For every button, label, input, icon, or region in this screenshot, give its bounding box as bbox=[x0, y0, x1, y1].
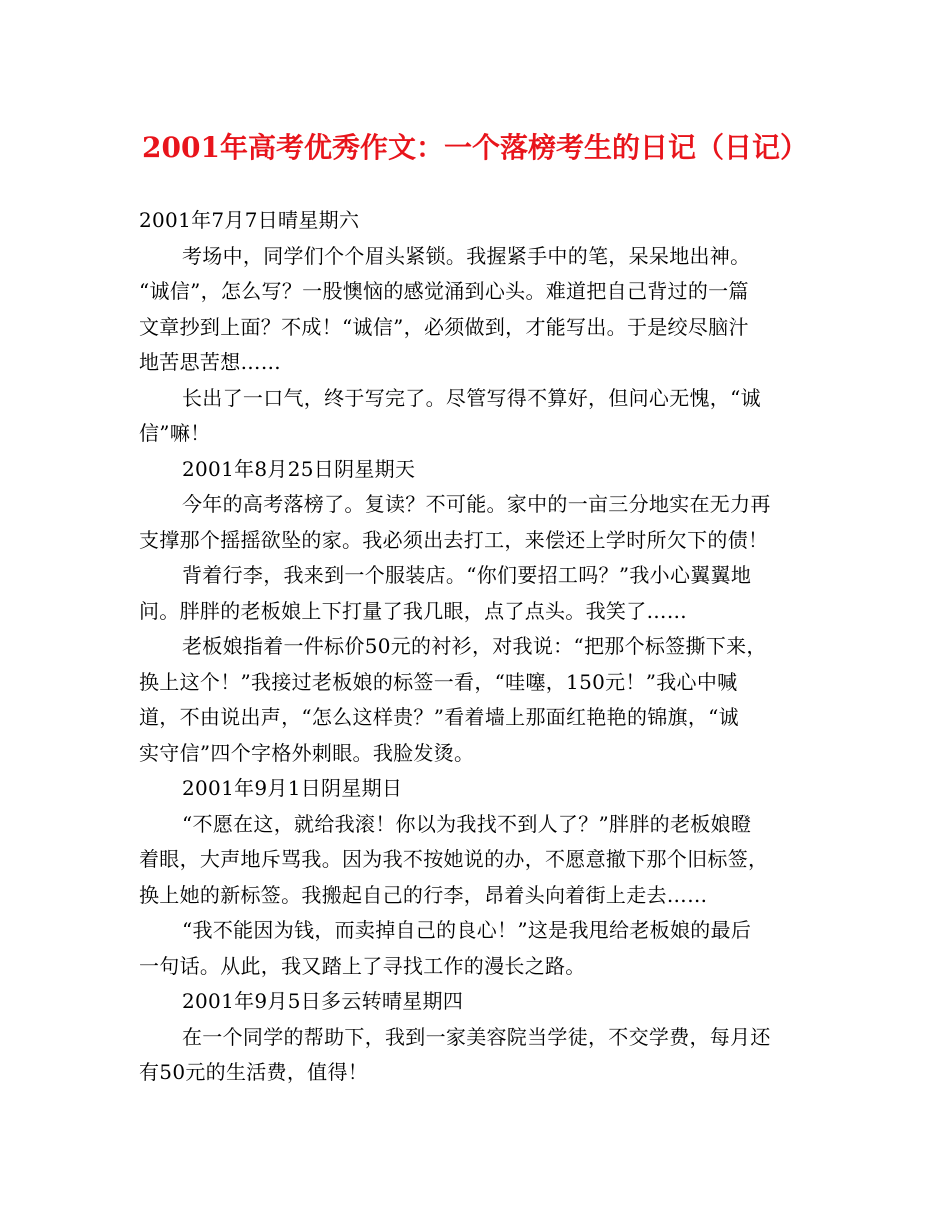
text-line: 2001年7月7日晴星期六 bbox=[139, 208, 360, 232]
text-line: 换上这个！”我接过老板娘的标签一看，“哇噻，150元！”我心中喊 bbox=[139, 669, 738, 694]
text-line: “我不能因为钱，而卖掉自己的良心！”这是我甩给老板娘的最后 bbox=[182, 918, 752, 942]
text-line: 一句话。从此，我又踏上了寻找工作的漫长之路。 bbox=[139, 953, 586, 978]
text-line: 2001年8月25日阴星期天 bbox=[182, 456, 416, 481]
text-line: 支撑那个摇摇欲坠的家。我必须出去打工，来偿还上学时所欠下的债！ bbox=[139, 527, 769, 552]
text-line: 信”嘛！ bbox=[139, 421, 211, 445]
text-line: 问。胖胖的老板娘上下打量了我几眼，点了点头。我笑了…… bbox=[139, 598, 688, 623]
text-line: 背着行李，我来到一个服装店。“你们要招工吗？”我小心翼翼地 bbox=[182, 563, 752, 587]
document-title: 2001年高考优秀作文：一个落榜考生的日记（日记） bbox=[142, 131, 808, 164]
text-line: 换上她的新标签。我搬起自己的行李，昂着头向着街上走去…… bbox=[139, 882, 708, 907]
text-line: 文章抄到上面？不成！“诚信”，必须做到，才能写出。于是绞尽脑汁 bbox=[139, 314, 749, 339]
text-line: 考场中，同学们个个眉头紧锁。我握紧手中的笔，呆呆地出神。 bbox=[182, 243, 751, 268]
text-line: 着眼，大声地斥骂我。因为我不按她说的办，不愿意撤下那个旧标签， bbox=[139, 847, 769, 871]
text-line: 实守信”四个字格外刺眼。我脸发烫。 bbox=[139, 740, 475, 765]
text-line: 今年的高考落榜了。复读？不可能。家中的一亩三分地实在无力再 bbox=[182, 492, 771, 516]
text-line: 2001年9月5日多云转晴星期四 bbox=[182, 989, 464, 1013]
text-line: 有50元的生活费，值得！ bbox=[139, 1060, 369, 1084]
text-line: 在一个同学的帮助下，我到一家美容院当学徒，不交学费，每月还 bbox=[182, 1024, 771, 1049]
text-line: 老板娘指着一件标价50元的衬衫，对我说：“把那个标签撕下来， bbox=[182, 634, 767, 658]
text-line: 道，不由说出声，“怎么这样贵？”看着墙上那面红艳艳的锦旗，“诚 bbox=[139, 705, 739, 729]
text-line: “诚信”，怎么写？一股懊恼的感觉涌到心头。难道把自己背过的一篇 bbox=[139, 279, 749, 303]
diary-body bbox=[139, 203, 813, 1091]
text-line: 2001年9月1日阴星期日 bbox=[182, 776, 403, 800]
text-line: “不愿在这，就给我滚！你以为我找不到人了？”胖胖的老板娘瞪 bbox=[182, 811, 752, 836]
text-line: 长出了一口气，终于写完了。尽管写得不算好，但问心无愧，“诚 bbox=[182, 385, 761, 410]
text-line: 地苦思苦想…… bbox=[139, 350, 282, 374]
